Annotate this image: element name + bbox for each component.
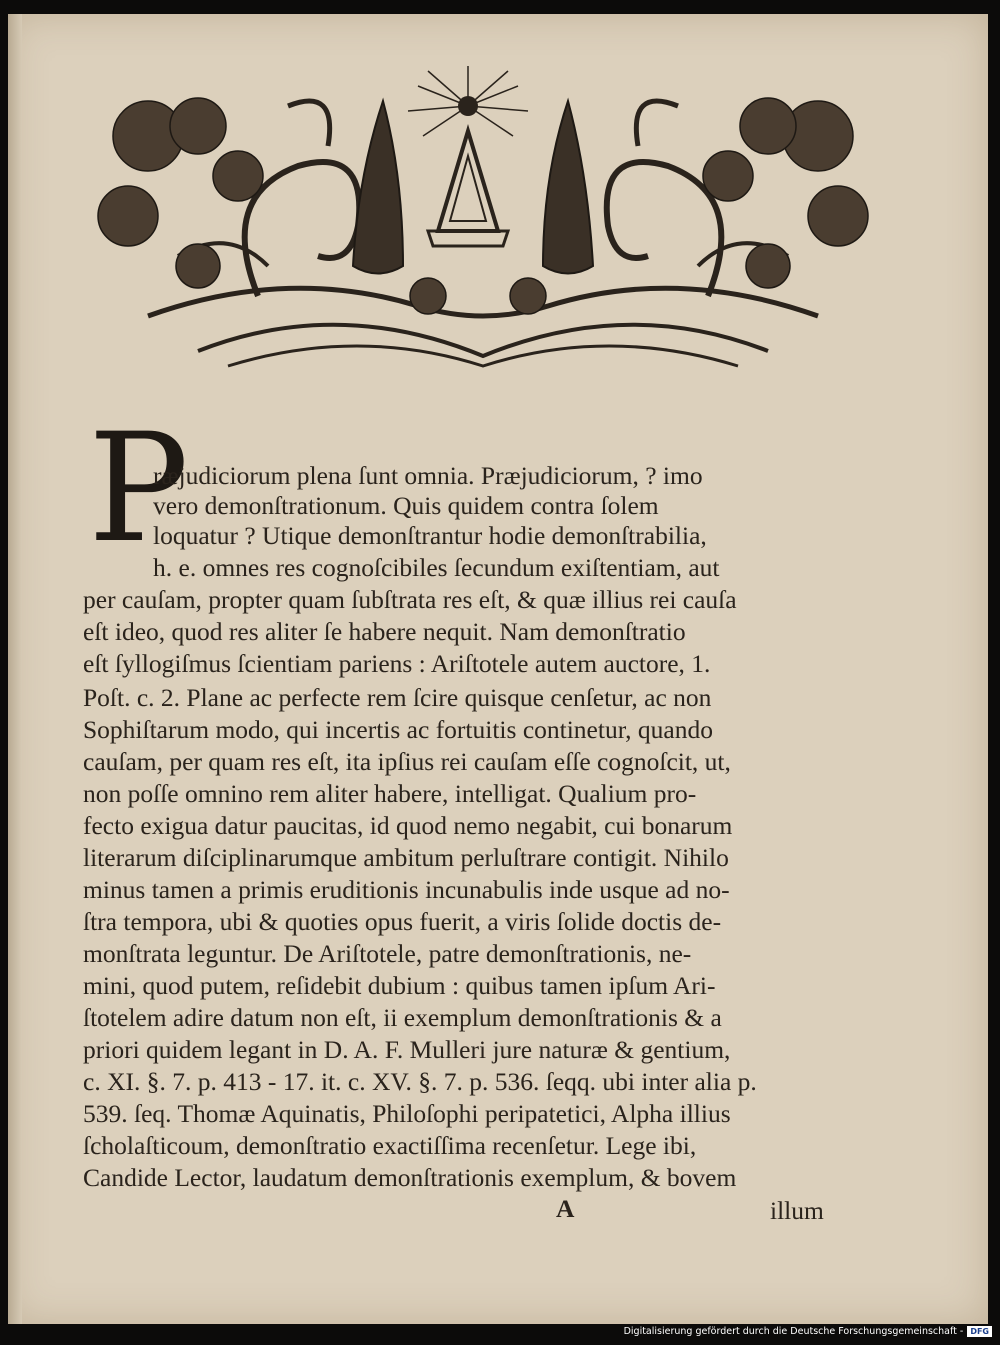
text-line: fecto exigua datur paucitas, id quod nemo negabit, cui bonarum	[83, 811, 733, 840]
text-line: non poſſe omnino rem aliter habere, intelligat. Qualium pro-	[83, 779, 697, 808]
text-line: literarum diſciplinarumque ambitum perluſtrare contigit. Nihilo	[83, 843, 729, 872]
text-line: 539. ſeq. Thomæ Aquinatis, Philoſophi peripatetici, Alpha illius	[83, 1099, 731, 1128]
text-line: eſt ideo, quod res aliter ſe habere nequit. Nam demonſtratio	[83, 617, 686, 646]
text-line: c. XI. §. 7. p. 413 - 17. it. c. XV. §. 7. p. 536. ſeqq. ubi inter alia p.	[83, 1067, 757, 1096]
text-line: vero demonſtrationum. Quis quidem contra ſolem	[153, 491, 659, 520]
text-line: priori quidem legant in D. A. F. Mulleri jure naturæ & gentium,	[83, 1035, 731, 1064]
text-line: ſtra tempora, ubi & quoties opus fuerit, a viris ſolide doctis de-	[83, 907, 722, 936]
text-line: Poſt. c. 2. Plane ac perfecte rem ſcire quisque cenſetur, ac non	[83, 683, 712, 712]
credit-text: Digitalisierung gefördert durch die Deutsche Forschungsgemeinschaft -	[623, 1326, 964, 1337]
text-line: Sophiſtarum modo, qui incertis ac fortuitis continetur, quando	[83, 715, 713, 744]
catchword: illum	[770, 1196, 824, 1225]
text-line: ræjudiciorum plena ſunt omnia. Præjudiciorum, ? imo	[153, 461, 703, 490]
text-line: h. e. omnes res cognoſcibiles ſecundum exiſtentiam, aut	[153, 553, 720, 582]
text-line: eſt ſyllogiſmus ſcientiam pariens : Ariſtotele autem auctore, 1.	[83, 649, 711, 678]
digitization-credit	[624, 1326, 992, 1337]
signature-mark: A	[556, 1194, 575, 1223]
text-line: mini, quod putem, reſidebit dubium : quibus tamen ipſum Ari-	[83, 971, 716, 1000]
text-line: ſtotelem adire datum non eſt, ii exemplum demonſtrationis & a	[83, 1003, 722, 1032]
text-line: minus tamen a primis eruditionis incunabulis inde usque ad no-	[83, 875, 730, 904]
drop-cap-initial: P	[88, 402, 189, 576]
body-text	[8, 14, 988, 1324]
text-line: monſtrata leguntur. De Ariſtotele, patre demonſtrationis, ne-	[83, 939, 692, 968]
text-line: ſcholaſticoum, demonſtratio exactiſſima recenſetur. Lege ibi,	[83, 1131, 697, 1160]
text-line: loquatur ? Utique demonſtrantur hodie demonſtrabilia,	[153, 521, 707, 550]
book-page	[8, 14, 988, 1324]
text-line: Candide Lector, laudatum demonſtrationis exemplum, & bovem	[83, 1163, 737, 1192]
text-line: cauſam, per quam res eſt, ita ipſius rei cauſam eſſe cognoſcit, ut,	[83, 747, 731, 776]
text-line: per cauſam, propter quam ſubſtrata res eſt, & quæ illius rei cauſa	[83, 585, 737, 614]
dfg-logo-icon: DFG	[967, 1326, 992, 1337]
